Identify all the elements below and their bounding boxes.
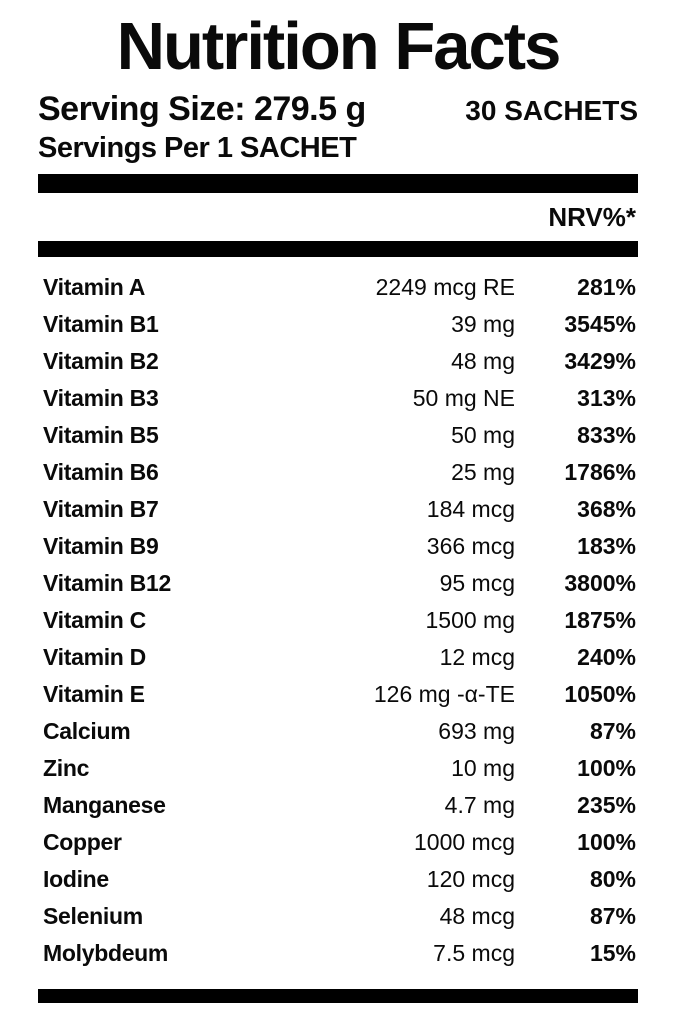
table-row (38, 380, 638, 417)
nutrient-nrv: 368% (577, 496, 636, 522)
label-title: Nutrition Facts (116, 9, 560, 84)
nutrient-name: Vitamin E (43, 681, 145, 707)
nutrient-name: Vitamin B6 (43, 459, 159, 485)
table-row (38, 787, 638, 824)
nutrient-name: Molybdeum (43, 940, 169, 966)
nutrient-amount: 10 mg (451, 755, 515, 781)
nutrient-name: Vitamin B9 (43, 533, 159, 559)
table-row (38, 343, 638, 380)
nutrient-amount: 366 mcg (426, 533, 515, 559)
nutrient-nrv: 1050% (564, 681, 636, 707)
table-row (38, 750, 638, 787)
table-row (38, 824, 638, 861)
table-row (38, 491, 638, 528)
table-row (38, 528, 638, 565)
nutrient-name: Manganese (43, 792, 166, 818)
nutrient-amount: 48 mcg (439, 903, 515, 929)
nutrient-amount: 1000 mcg (413, 829, 515, 855)
nutrient-nrv: 87% (589, 718, 636, 744)
nutrient-name: Vitamin B12 (43, 570, 171, 596)
nutrient-nrv: 80% (589, 866, 636, 892)
table-row (38, 602, 638, 639)
nutrient-amount: 12 mcg (439, 644, 515, 670)
nutrient-amount: 693 mg (438, 718, 515, 744)
nutrient-name: Selenium (43, 903, 143, 929)
table-row (38, 676, 638, 713)
nutrient-nrv: 235% (577, 792, 636, 818)
table-row (38, 935, 638, 972)
table-row (38, 417, 638, 454)
nutrient-nrv: 3545% (564, 311, 636, 337)
nutrient-nrv: 833% (577, 422, 636, 448)
nutrient-nrv: 100% (577, 829, 636, 855)
table-row (38, 639, 638, 676)
nutrient-nrv: 1875% (564, 607, 636, 633)
serving-size-text: Serving Size: 279.5 g (38, 90, 366, 128)
nutrient-name: Vitamin B2 (43, 348, 159, 374)
nutrient-name: Vitamin B7 (43, 496, 159, 522)
sachet-count-text: 30 SACHETS (465, 95, 638, 126)
nutrient-name: Vitamin C (43, 607, 146, 633)
divider-bar-top (38, 174, 638, 193)
table-row (38, 565, 638, 602)
nutrient-name: Vitamin B3 (43, 385, 159, 411)
nutrient-amount: 39 mg (451, 311, 515, 337)
nutrient-amount: 2249 mcg RE (375, 274, 515, 300)
nutrient-name: Zinc (43, 755, 90, 781)
nutrient-amount: 50 mg NE (412, 385, 515, 411)
servings-per-text: Servings Per 1 SACHET (38, 132, 357, 164)
nrv-column-header: NRV%* (548, 202, 636, 232)
table-row (38, 306, 638, 343)
nutrient-name: Vitamin B1 (43, 311, 159, 337)
nutrient-nrv: 240% (577, 644, 636, 670)
divider-bar-middle (38, 241, 638, 257)
nutrient-amount: 7.5 mcg (433, 940, 515, 966)
nutrient-name: Copper (43, 829, 122, 855)
nutrient-name: Iodine (43, 866, 109, 892)
nutrient-amount: 95 mcg (439, 570, 515, 596)
nutrient-nrv: 3429% (564, 348, 636, 374)
nutrient-nrv: 15% (589, 940, 636, 966)
nutrient-amount: 1500 mg (425, 607, 515, 633)
table-row (38, 269, 638, 306)
nutrient-nrv: 183% (577, 533, 636, 559)
nutrient-table (38, 269, 638, 972)
nutrient-amount: 25 mg (451, 459, 515, 485)
nutrient-amount: 48 mg (451, 348, 515, 374)
nutrient-name: Calcium (43, 718, 131, 744)
serving-info-line (38, 90, 638, 128)
nutrient-nrv: 1786% (564, 459, 636, 485)
table-row (38, 861, 638, 898)
nutrient-amount: 120 mcg (426, 866, 515, 892)
nutrient-nrv: 100% (577, 755, 636, 781)
divider-bar-bottom (38, 989, 638, 1003)
table-row (38, 898, 638, 935)
nutrient-amount: 126 mg -α-TE (373, 681, 515, 707)
nutrient-nrv: 313% (577, 385, 636, 411)
table-row (38, 713, 638, 750)
nutrient-amount: 184 mcg (426, 496, 515, 522)
nutrient-name: Vitamin D (43, 644, 146, 670)
nutrient-nrv: 281% (577, 274, 636, 300)
nutrient-nrv: 3800% (564, 570, 636, 596)
table-row (38, 454, 638, 491)
nutrient-amount: 4.7 mg (444, 792, 515, 818)
nutrient-name: Vitamin B5 (43, 422, 159, 448)
nutrient-name: Vitamin A (43, 274, 146, 300)
nutrient-amount: 50 mg (451, 422, 515, 448)
nutrient-nrv: 87% (589, 903, 636, 929)
